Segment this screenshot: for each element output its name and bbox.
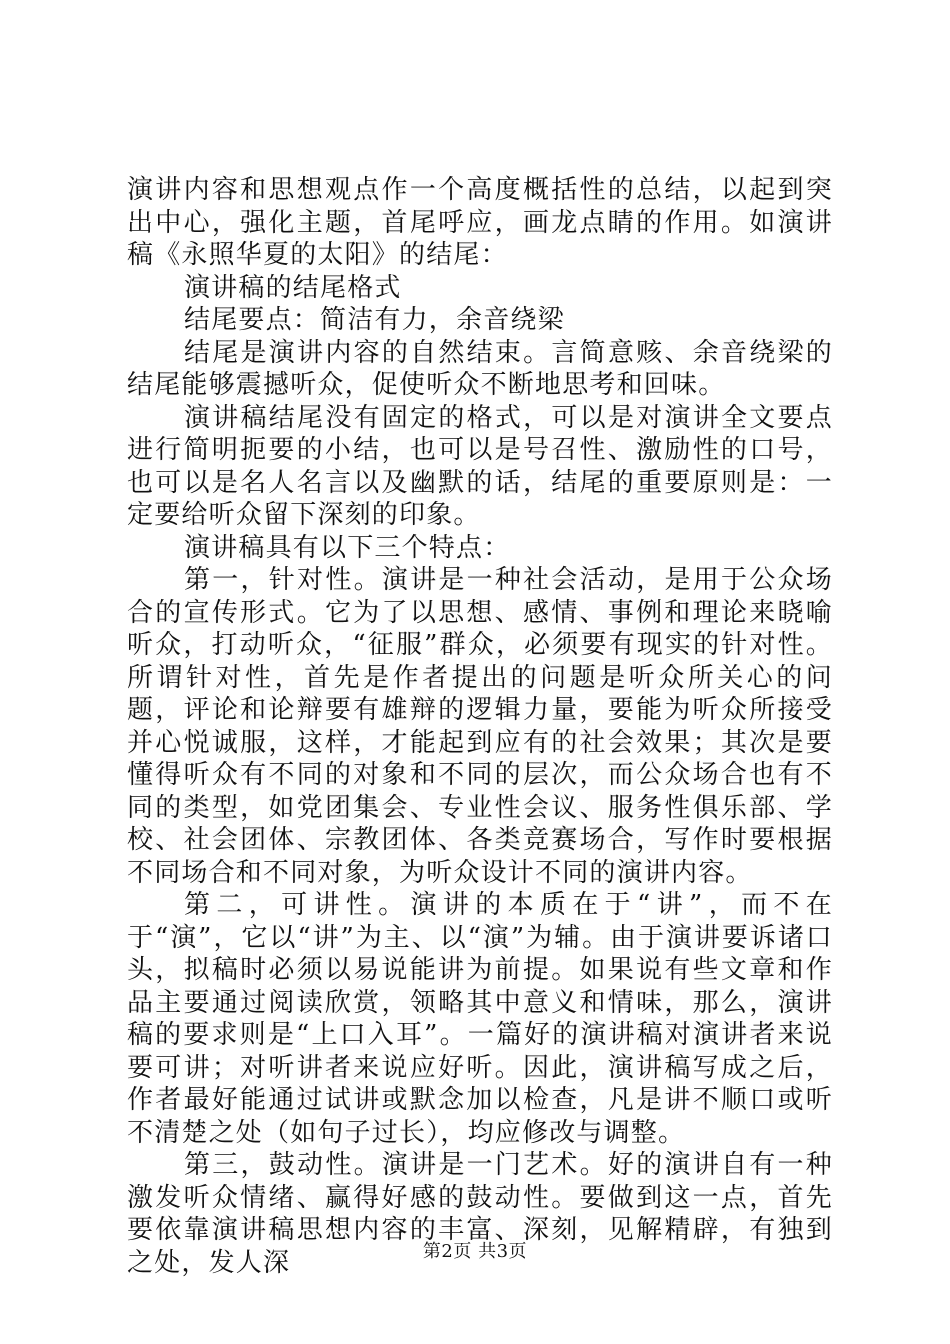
- paragraph-4: 结尾是演讲内容的自然结束。言简意赅、余音绕梁的结尾能够震撼听众，促使听众不断地思考和回味。: [127, 337, 833, 400]
- paragraph-1: 演讲内容和思想观点作一个高度概括性的总结，以起到突出中心，强化主题，首尾呼应，画龙点睛的作用。如演讲稿《永照华夏的太阳》的结尾：: [127, 175, 833, 270]
- paragraph-9: 第三，鼓动性。演讲是一门艺术。好的演讲自有一种激发听众情绪、赢得好感的鼓动性。要做到这一点，首先要依靠演讲稿思想内容的丰富、深刻，见解精辟，有独到之处，发人深: [127, 1150, 833, 1278]
- document-body: [127, 174, 833, 1279]
- paragraph-8: 第二，可讲性。演讲的本质在于“讲”，而不在于“演”，它以“讲”为主、以“演”为辅。由于演讲要诉诸口头，拟稿时必须以易说能讲为前提。如果说有些文章和作品主要通过阅读欣赏，领略其中意义和情味，那么，演讲稿的要求则是“上口入耳”。一篇好的演讲稿对演讲者来说要可讲；对听讲者来说应好听。因此，演讲稿写成之后，作者最好能通过试讲或默念加以检查，凡是讲不顺口或听不清楚之处（如句子过长），均应修改与调整。: [127, 890, 833, 1148]
- page-footer: [0, 1240, 950, 1264]
- paragraph-5: 演讲稿结尾没有固定的格式，可以是对演讲全文要点进行简明扼要的小结，也可以是号召性、激励性的口号，也可以是名人名言以及幽默的话，结尾的重要原则是：一定要给听众留下深刻的印象。: [127, 402, 833, 530]
- paragraph-7: 第一，针对性。演讲是一种社会活动，是用于公众场合的宣传形式。它为了以思想、感情、事例和理论来晓喻听众，打动听众，“征服”群众，必须要有现实的针对性。所谓针对性，首先是作者提出的问题是听众所关心的问题，评论和论辩要有雄辩的逻辑力量，要能为听众所接受并心悦诚服，这样，才能起到应有的社会效果；其次是要懂得听众有不同的对象和不同的层次，而公众场合也有不同的类型，如党团集会、专业性会议、服务性俱乐部、学校、社会团体、宗教团体、各类竞赛场合，写作时要根据不同场合和不同对象，为听众设计不同的演讲内容。: [127, 565, 833, 888]
- page-number-label: 第2页 共3页: [422, 1241, 528, 1262]
- paragraph-3: 结尾要点：简洁有力，余音绕梁: [184, 305, 565, 335]
- paragraph-6: 演讲稿具有以下三个特点：: [184, 532, 511, 563]
- paragraph-2: 演讲稿的结尾格式: [184, 272, 402, 303]
